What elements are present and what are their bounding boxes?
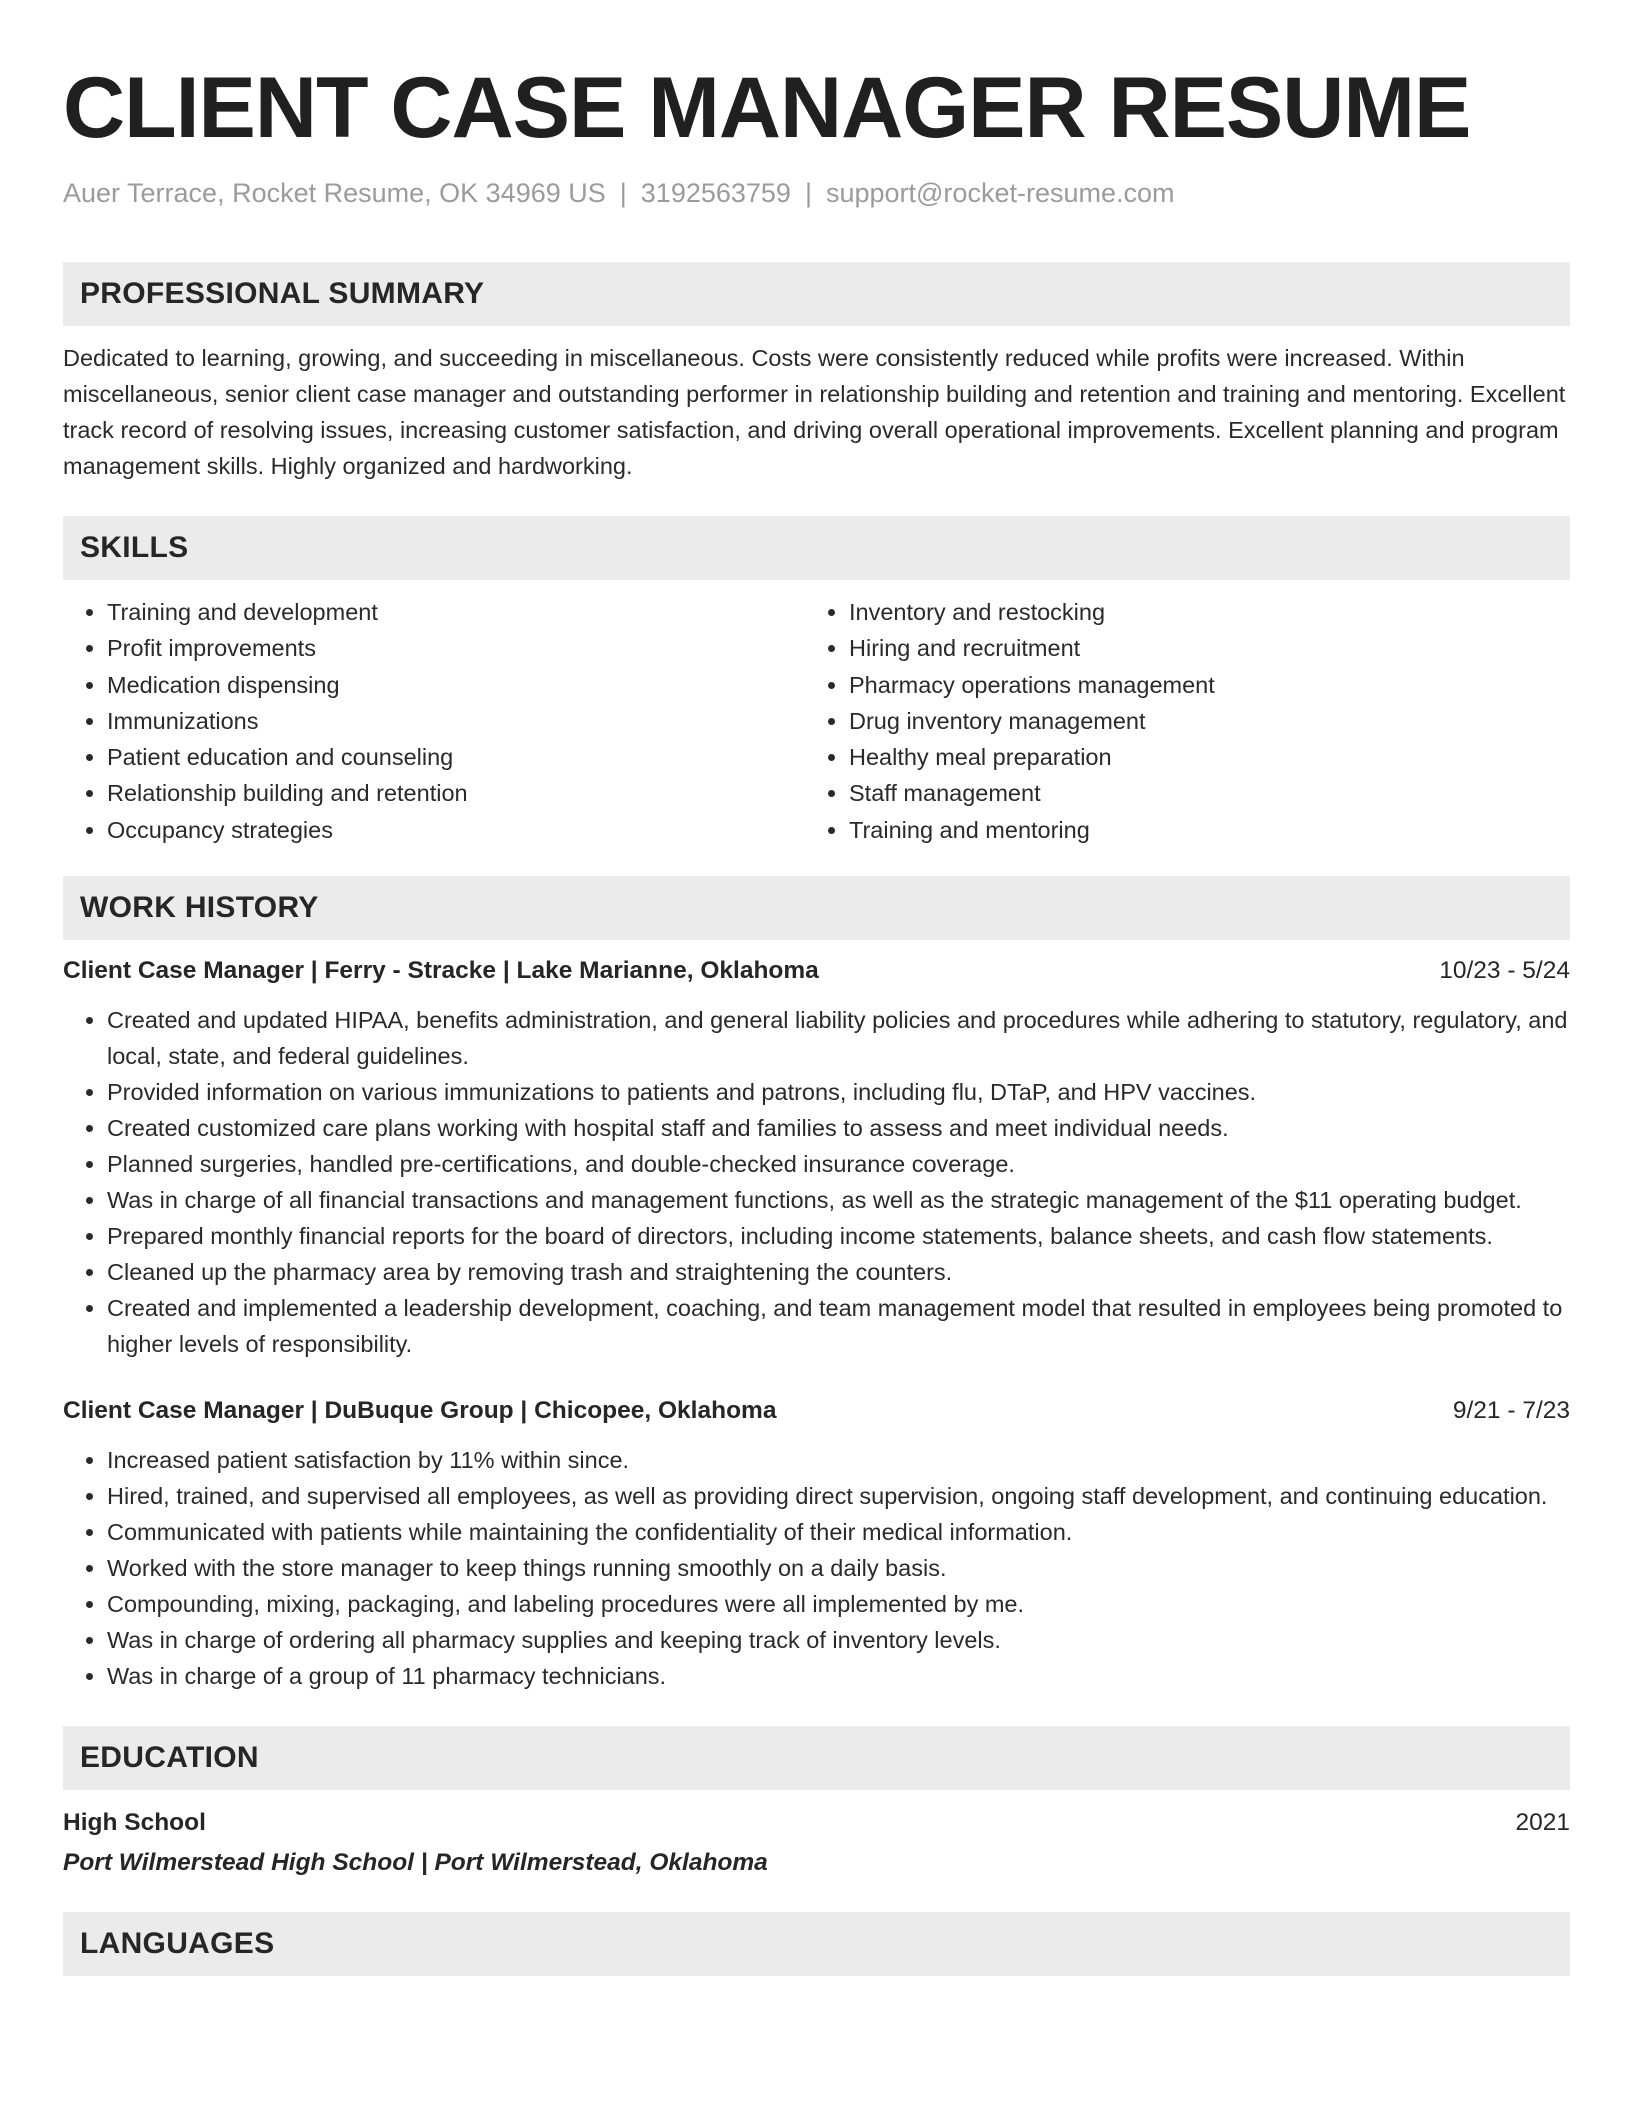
job-bullet: • Created customized care plans working with hospital staff and families to assess and meet individual needs. <box>107 1110 1570 1146</box>
contact-address: Auer Terrace, Rocket Resume, OK 34969 US <box>63 178 606 208</box>
section-header-skills: SKILLS <box>63 516 1570 580</box>
job-bullet: • Communicated with patients while maintaining the confidentiality of their medical information. <box>107 1514 1570 1550</box>
job-heading-row <box>63 954 1570 988</box>
education-degree: High School <box>63 1809 206 1837</box>
contact-email: support@rocket-resume.com <box>825 178 1175 208</box>
job-dates: 9/21 - 7/23 <box>1452 1397 1570 1425</box>
job-title: Client Case Manager | DuBuque Group | Chicopee, Oklahoma <box>63 1397 777 1425</box>
job-entry <box>63 954 1570 1362</box>
job-bullet: • Planned surgeries, handled pre-certifications, and double-checked insurance coverage. <box>107 1146 1570 1182</box>
skill-item: • Occupancy strategies <box>107 812 805 848</box>
skills-column-right <box>805 594 1547 848</box>
section-header-education: EDUCATION <box>63 1726 1570 1790</box>
education-school: Port Wilmerstead High School | Port Wilmerstead, Oklahoma <box>63 1849 768 1877</box>
summary-text: Dedicated to learning, growing, and succeeding in miscellaneous. Costs were consistently reduced while profits were increased. Within miscellaneous, senior client case manager and outstanding performer in relationship building and retention and training and mentoring. Excellent track record of resolving issues, increasing customer satisfaction, and driving overall operational improvements. Excellent planning and program management skills. Highly organized and hardworking. <box>63 345 1566 479</box>
education-heading-row <box>63 1806 1570 1840</box>
skills-list <box>63 594 1570 848</box>
job-heading-row <box>63 1394 1570 1428</box>
skill-item: • Immunizations <box>107 703 805 739</box>
job-bullet: • Cleaned up the pharmacy area by removing trash and straightening the counters. <box>107 1254 1570 1290</box>
skill-item: • Training and mentoring <box>849 812 1547 848</box>
skill-item: • Relationship building and retention <box>107 775 805 811</box>
job-bullet: • Was in charge of all financial transactions and management functions, as well as the strategic management of the $11 operating budget. <box>107 1182 1570 1218</box>
skill-item: • Staff management <box>849 775 1547 811</box>
skills-column-left <box>63 594 805 848</box>
job-dates: 10/23 - 5/24 <box>1439 957 1570 985</box>
resume-page <box>63 0 1570 1976</box>
contact-separator: | <box>804 178 812 208</box>
skill-item: • Training and development <box>107 594 805 630</box>
job-bullet: • Created and updated HIPAA, benefits administration, and general liability policies and procedures while adhering to statutory, regulatory, and local, state, and federal guidelines. <box>107 1002 1570 1074</box>
skill-item: • Healthy meal preparation <box>849 739 1547 775</box>
job-bullets <box>63 1442 1570 1694</box>
skill-item: • Pharmacy operations management <box>849 667 1547 703</box>
job-bullet: • Worked with the store manager to keep things running smoothly on a daily basis. <box>107 1550 1570 1586</box>
section-header-work-history: WORK HISTORY <box>63 876 1570 940</box>
job-bullet: • Hired, trained, and supervised all employees, as well as providing direct supervision, ongoing staff development, and continuing education. <box>107 1478 1570 1514</box>
job-bullet: • Created and implemented a leadership development, coaching, and team management model that resulted in employees being promoted to higher levels of responsibility. <box>107 1290 1570 1362</box>
skill-item: • Patient education and counseling <box>107 739 805 775</box>
contact-phone: 3192563759 <box>640 178 791 208</box>
job-bullet: • Prepared monthly financial reports for the board of directors, including income statements, balance sheets, and cash flow statements. <box>107 1218 1570 1254</box>
contact-line <box>63 176 1570 210</box>
job-title: Client Case Manager | Ferry - Stracke | Lake Marianne, Oklahoma <box>63 957 819 985</box>
job-bullets <box>63 1002 1570 1362</box>
section-header-summary: PROFESSIONAL SUMMARY <box>63 262 1570 326</box>
skill-item: • Inventory and restocking <box>849 594 1547 630</box>
job-entry <box>63 1394 1570 1694</box>
job-bullet: • Was in charge of ordering all pharmacy supplies and keeping track of inventory levels. <box>107 1622 1570 1658</box>
contact-separator: | <box>619 178 627 208</box>
skill-item: • Hiring and recruitment <box>849 630 1547 666</box>
skill-item: • Drug inventory management <box>849 703 1547 739</box>
section-header-languages: LANGUAGES <box>63 1912 1570 1976</box>
job-bullet: • Compounding, mixing, packaging, and labeling procedures were all implemented by me. <box>107 1586 1570 1622</box>
skill-item: • Medication dispensing <box>107 667 805 703</box>
skill-item: • Profit improvements <box>107 630 805 666</box>
job-bullet: • Provided information on various immunizations to patients and patrons, including flu, DTaP, and HPV vaccines. <box>107 1074 1570 1110</box>
job-bullet: • Was in charge of a group of 11 pharmacy technicians. <box>107 1658 1570 1694</box>
resume-title: CLIENT CASE MANAGER RESUME <box>63 60 1471 156</box>
education-year: 2021 <box>1515 1809 1570 1837</box>
job-bullet: • Increased patient satisfaction by 11% within since. <box>107 1442 1570 1478</box>
